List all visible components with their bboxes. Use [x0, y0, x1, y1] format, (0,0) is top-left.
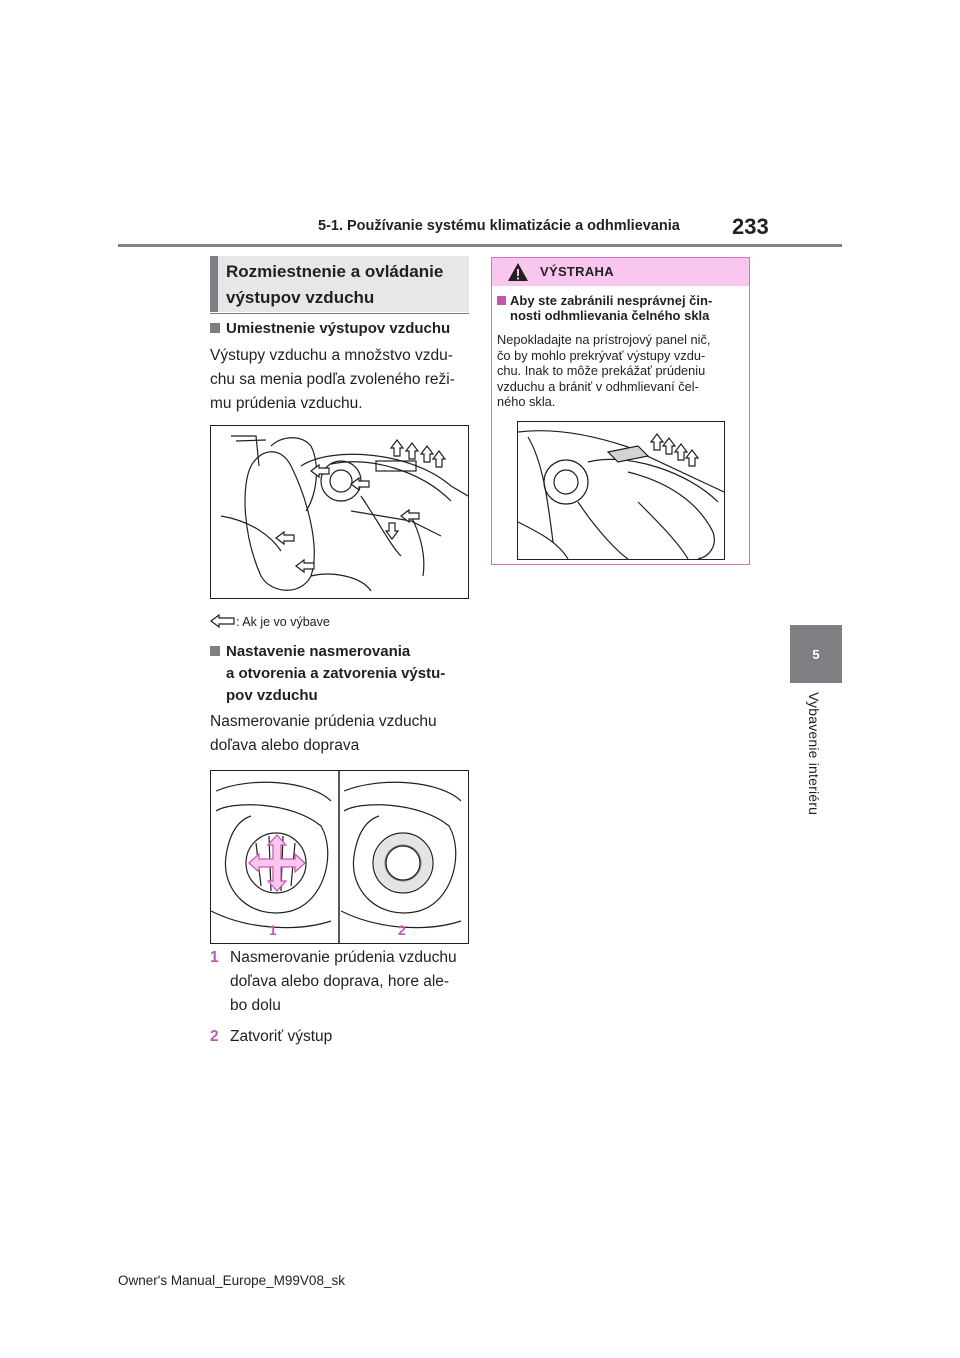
bullet-square-icon — [210, 323, 220, 333]
chapter-tab — [790, 625, 842, 683]
legend-optional — [210, 614, 330, 629]
subheading-outlet-adjust — [210, 641, 472, 707]
numbered-list — [210, 946, 472, 1049]
subheading-line: pov vzduchu — [226, 687, 318, 704]
figure-label-2: 2 — [398, 922, 406, 938]
warning-subheading — [497, 293, 742, 323]
chapter-number: 5 — [812, 646, 820, 662]
figure-outlet-adjust — [210, 770, 469, 944]
warning-sub-line: nosti odhmlievania čelného skla — [510, 308, 710, 323]
optional-arrow-icon — [210, 614, 236, 628]
section-title — [210, 256, 469, 312]
footer-text: Owner's Manual_Europe_M99V08_sk — [118, 1273, 345, 1288]
paragraph-adjust — [210, 710, 472, 758]
header-section-title: 5-1. Používanie systému klimatizácie a odhmlievania — [318, 218, 680, 234]
text-line: Nasmerovanie prúdenia vzduchu — [210, 713, 437, 730]
text-line: doľava alebo doprava, hore ale- — [230, 973, 450, 990]
figure-cabin-air-outlets — [210, 425, 469, 599]
text-line: vzduchu a brániť v odhmlievaní čel- — [497, 378, 699, 394]
warning-text — [497, 332, 742, 410]
subheading-line — [210, 641, 472, 663]
text-line: čo by mohlo prekrývať výstupy vzdu- — [497, 347, 706, 363]
figure-dashboard-warning — [517, 421, 725, 560]
text-line: mu prúdenia vzduchu. — [210, 395, 363, 412]
dashboard-illustration — [518, 422, 724, 559]
text-line: ného skla. — [497, 394, 556, 409]
bullet-square-icon — [497, 296, 506, 305]
cabin-illustration — [211, 426, 468, 598]
text-line: Nepokladajte na prístrojový panel nič, — [497, 332, 711, 347]
text-line: chu sa menia podľa zvoleného reži- — [210, 371, 455, 388]
item-number: 2 — [210, 1028, 219, 1045]
subheading-text: Umiestnenie výstupov vzduchu — [226, 320, 451, 337]
bullet-square-icon — [210, 646, 220, 656]
text-line: doľava alebo doprava — [210, 737, 360, 754]
text-line: Zatvoriť výstup — [230, 1028, 333, 1045]
warning-sub-text: Aby ste zabránili nesprávnej čin- — [510, 293, 713, 308]
text-line: bo dolu — [230, 997, 281, 1014]
item-text — [230, 946, 457, 1018]
item-text — [230, 1025, 332, 1049]
warning-header — [492, 258, 749, 286]
outlet-illustration — [211, 771, 468, 943]
section-title-line: Rozmiestnenie a ovládanie — [226, 262, 444, 281]
list-item — [210, 1025, 472, 1049]
figure-label-1: 1 — [269, 922, 277, 938]
item-number: 1 — [210, 949, 219, 966]
list-item — [210, 946, 472, 1018]
legend-text: : Ak je vo výbave — [236, 615, 330, 629]
subheading-line: a otvorenia a zatvorenia výstu- — [226, 665, 446, 682]
warning-triangle-icon — [507, 262, 529, 282]
warning-sub-line — [497, 293, 742, 308]
header-divider — [118, 244, 842, 247]
page-number: 233 — [732, 214, 769, 239]
warning-title: VÝSTRAHA — [540, 264, 614, 279]
paragraph-outlets — [210, 344, 472, 416]
section-title-line: výstupov vzduchu — [226, 288, 375, 307]
text-line: chu. Inak to môže prekážať prúdeniu — [497, 363, 706, 378]
text-line: Nasmerovanie prúdenia vzduchu — [230, 949, 457, 966]
section-divider — [210, 313, 469, 314]
subheading-outlet-location — [210, 318, 450, 340]
subheading-text: Nastavenie nasmerovania — [226, 643, 411, 660]
text-line: Výstupy vzduchu a množstvo vzdu- — [210, 347, 453, 364]
chapter-label: Vybavenie interiéru — [806, 692, 822, 816]
